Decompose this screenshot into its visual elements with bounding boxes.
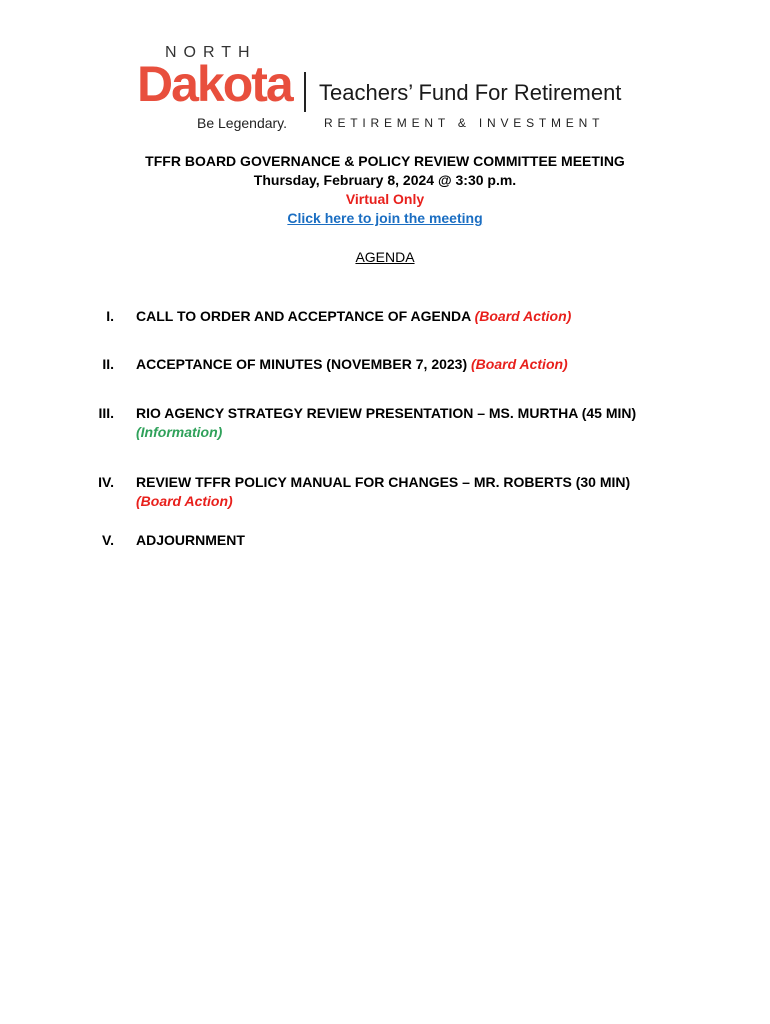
- agenda-item-tag: (Board Action): [474, 308, 572, 324]
- agenda-item-number: II.: [102, 356, 114, 372]
- agenda-item-number: V.: [102, 532, 114, 548]
- agenda-item-tag: (Board Action): [471, 356, 568, 372]
- logo-north-text: NORTH: [165, 44, 257, 61]
- logo-dakota-text: Dakota: [137, 56, 292, 112]
- logo-divider: [304, 72, 306, 112]
- virtual-only-label: Virtual Only: [345, 191, 425, 207]
- agenda-item-number: I.: [106, 308, 114, 324]
- meeting-title: TFFR BOARD GOVERNANCE & POLICY REVIEW COMMITTEE MEETING: [145, 153, 625, 169]
- agenda-item-number: IV.: [98, 474, 114, 490]
- meeting-header: [0, 152, 770, 267]
- agenda-item-text: ADJOURNMENT: [136, 532, 245, 548]
- agenda-item-text: REVIEW TFFR POLICY MANUAL FOR CHANGES – MR. ROBERTS (30 MIN): [136, 474, 631, 490]
- agenda-item-tag: (Board Action): [136, 493, 233, 509]
- logo-fund-name: Teachers’ Fund For Retirement: [319, 80, 622, 105]
- logo-tagline: Be Legendary.: [197, 115, 288, 131]
- meeting-date: Thursday, February 8, 2024 @ 3:30 p.m.: [253, 172, 517, 188]
- agenda-item-text: ACCEPTANCE OF MINUTES (NOVEMBER 7, 2023): [136, 356, 468, 372]
- agenda-item-number: III.: [98, 405, 114, 421]
- agenda-item-text: CALL TO ORDER AND ACCEPTANCE OF AGENDA: [136, 308, 471, 324]
- join-meeting-link[interactable]: Click here to join the meeting: [287, 210, 483, 226]
- logo-subtitle: RETIREMENT & INVESTMENT: [324, 116, 605, 130]
- nd-tffr-logo: [137, 44, 637, 139]
- agenda-item-tag: (Information): [136, 424, 223, 440]
- agenda-heading: AGENDA: [355, 249, 415, 265]
- agenda-item-text: RIO AGENCY STRATEGY REVIEW PRESENTATION – MS. MURTHA (45 MIN): [136, 405, 637, 421]
